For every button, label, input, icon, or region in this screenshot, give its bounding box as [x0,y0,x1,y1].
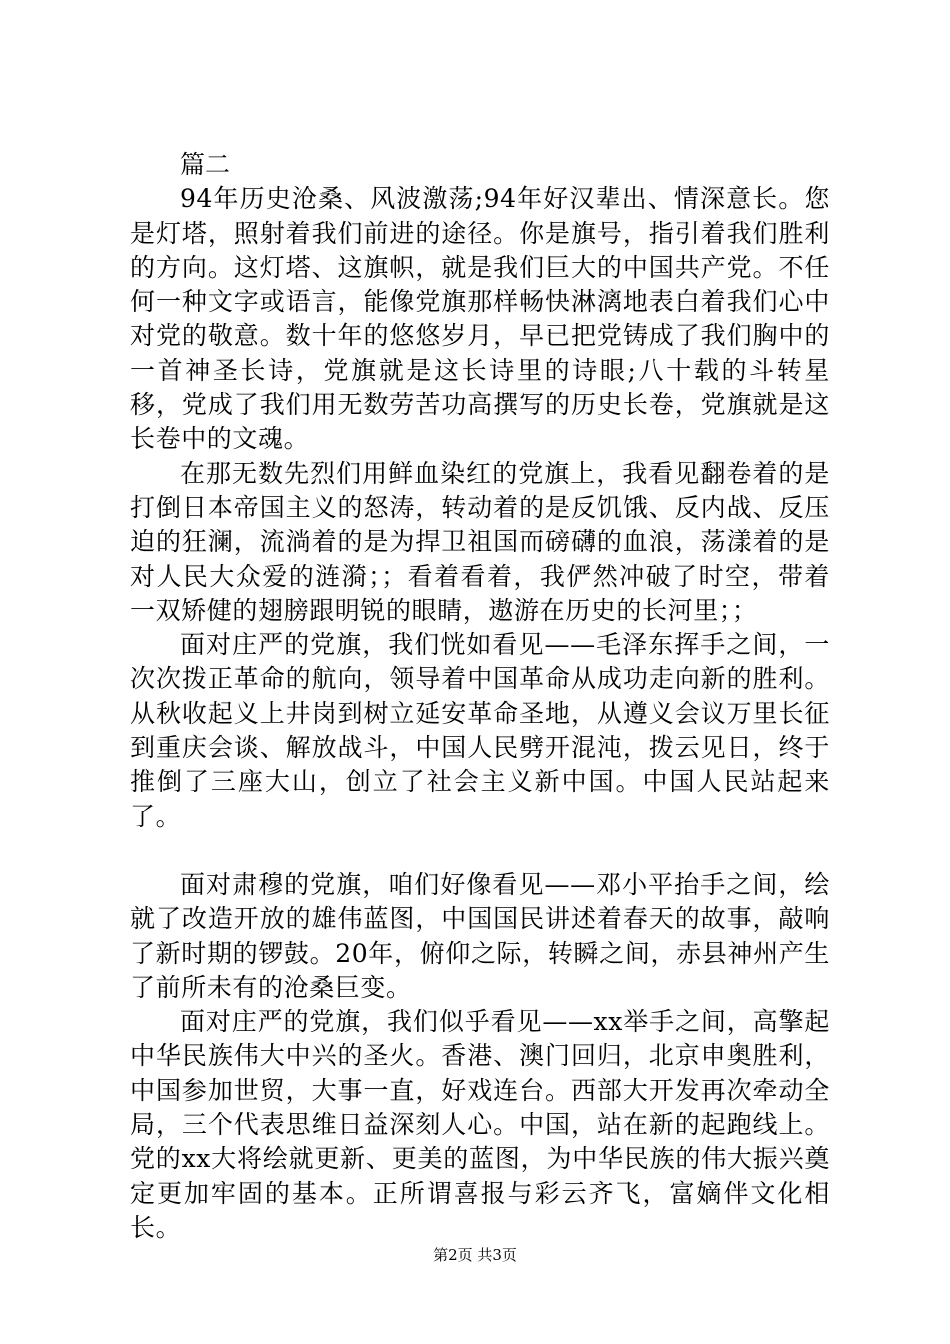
paragraph-5: 面对庄严的党旗，我们似乎看见——xx举手之间，高擎起中华民族伟大中兴的圣火。香港、澳门回归，北京申奥胜利，中国参加世贸，大事一直，好戏连台。西部大开发再次牵动全局，三个代表思维日益深刻人心。中国，站在新的起跑线上。党的xx大将绘就更新、更美的蓝图，为中华民族的伟大振兴奠定更加牢固的基本。正所谓喜报与彩云齐飞，富嫡伴文化相长。 [130,1007,830,1242]
section-heading: 篇二 [180,150,231,179]
paragraph-4: 面对肃穆的党旗，咱们好像看见——邓小平抬手之间，绘就了改造开放的雄伟蓝图，中国国民讲述着春天的故事，敲响了新时期的锣鼓。20年，俯仰之际，转瞬之间，赤县神州产生了前所未有的沧桑巨变。 [130,869,830,1002]
page-number-footer: 第2页 共3页 [433,1246,517,1264]
paragraph-spacer [130,834,830,868]
paragraph-1: 94年历史沧桑、风波激荡;94年好汉辈出、情深意长。您是灯塔，照射着我们前进的途径。你是旗号，指引着我们胜利的方向。这灯塔、这旗帜，就是我们巨大的中国共产党。不任何一种文字或语言，能像党旗那样畅快淋漓地表白着我们心中对党的敬意。数十年的悠悠岁月，早已把党铸成了我们胸中的一首神圣长诗，党旗就是这长诗里的诗眼;八十载的斗转星移，党成了我们用无数劳苦功高撰写的历史长卷，党旗就是这长卷中的文魂。 [130,184,830,454]
paragraph-3: 面对庄严的党旗，我们恍如看见——毛泽东挥手之间，一次次拨正革命的航向，领导着中国革命从成功走向新的胜利。从秋收起义上井岗到树立延安革命圣地，从遵义会议万里长征到重庆会谈、解放战斗，中国人民劈开混沌，拨云见日，终于推倒了三座大山，创立了社会主义新中国。中国人民站起来了。 [130,630,830,831]
paragraph-2: 在那无数先烈们用鲜血染红的党旗上，我看见翻卷着的是打倒日本帝国主义的怒涛，转动着的是反饥饿、反内战、反压迫的狂澜，流淌着的是为捍卫祖国而磅礴的血浪，荡漾着的是对人民大众爱的涟漪；；看着看着，我俨然冲破了时空，带着一双矫健的翅膀跟明锐的眼睛，遨游在历史的长河里；； [130,458,830,625]
document-body [130,148,830,1245]
